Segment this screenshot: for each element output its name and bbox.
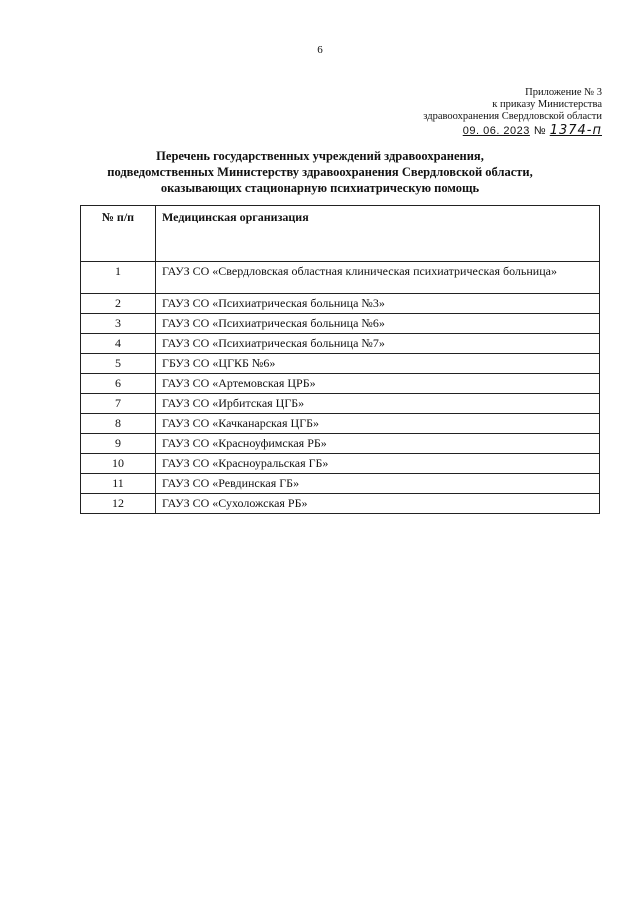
row-number: 9 bbox=[81, 434, 156, 454]
header-organization: Медицинская организация bbox=[156, 206, 600, 262]
organizations-table bbox=[80, 205, 600, 514]
appendix-line-3: здравоохранения Свердловской области bbox=[423, 111, 602, 122]
row-organization: ГАУЗ СО «Сухоложская РБ» bbox=[156, 494, 600, 514]
row-number: 12 bbox=[81, 494, 156, 514]
table-row bbox=[81, 494, 600, 514]
table-row bbox=[81, 374, 600, 394]
appendix-line-2: к приказу Министерства bbox=[492, 99, 602, 110]
table-row bbox=[81, 454, 600, 474]
table-row bbox=[81, 434, 600, 454]
order-date: 09. 06. 2023 bbox=[462, 125, 530, 137]
table-row bbox=[81, 474, 600, 494]
row-number: 8 bbox=[81, 414, 156, 434]
row-organization: ГАУЗ СО «Психиатрическая больница №7» bbox=[156, 334, 600, 354]
row-organization: ГАУЗ СО «Психиатрическая больница №3» bbox=[156, 294, 600, 314]
row-number: 5 bbox=[81, 354, 156, 374]
row-organization: ГАУЗ СО «Ревдинская ГБ» bbox=[156, 474, 600, 494]
appendix-block bbox=[423, 87, 602, 137]
row-number: 10 bbox=[81, 454, 156, 474]
order-number: 1374-п bbox=[549, 123, 602, 138]
row-number: 11 bbox=[81, 474, 156, 494]
row-organization: ГАУЗ СО «Красноуральская ГБ» bbox=[156, 454, 600, 474]
row-number: 3 bbox=[81, 314, 156, 334]
table-row bbox=[81, 294, 600, 314]
row-number: 1 bbox=[81, 262, 156, 294]
page-number: 6 bbox=[317, 44, 323, 56]
table-header-row bbox=[81, 206, 600, 262]
title-line-1: Перечень государственных учреждений здравоохранения, bbox=[156, 149, 484, 163]
table-row bbox=[81, 354, 600, 374]
document-title bbox=[0, 148, 640, 196]
title-line-3: оказывающих стационарную психиатрическую помощь bbox=[160, 181, 480, 195]
table-row bbox=[81, 394, 600, 414]
row-organization: ГБУЗ СО «ЦГКБ №6» bbox=[156, 354, 600, 374]
header-number: № п/п bbox=[81, 206, 156, 262]
row-organization: ГАУЗ СО «Качканарская ЦГБ» bbox=[156, 414, 600, 434]
row-number: 2 bbox=[81, 294, 156, 314]
row-organization: ГАУЗ СО «Психиатрическая больница №6» bbox=[156, 314, 600, 334]
order-number-sign: № bbox=[533, 125, 546, 137]
table-row bbox=[81, 314, 600, 334]
order-line bbox=[423, 125, 602, 137]
row-number: 6 bbox=[81, 374, 156, 394]
row-organization: ГАУЗ СО «Артемовская ЦРБ» bbox=[156, 374, 600, 394]
appendix-line-1: Приложение № 3 bbox=[525, 87, 602, 98]
table-row bbox=[81, 414, 600, 434]
row-organization: ГАУЗ СО «Красноуфимская РБ» bbox=[156, 434, 600, 454]
row-number: 4 bbox=[81, 334, 156, 354]
table-row bbox=[81, 262, 600, 294]
row-organization: ГАУЗ СО «Свердловская областная клиническая психиатрическая больница» bbox=[156, 262, 600, 294]
row-number: 7 bbox=[81, 394, 156, 414]
title-line-2: подведомственных Министерству здравоохранения Свердловской области, bbox=[107, 165, 533, 179]
row-organization: ГАУЗ СО «Ирбитская ЦГБ» bbox=[156, 394, 600, 414]
table-row bbox=[81, 334, 600, 354]
